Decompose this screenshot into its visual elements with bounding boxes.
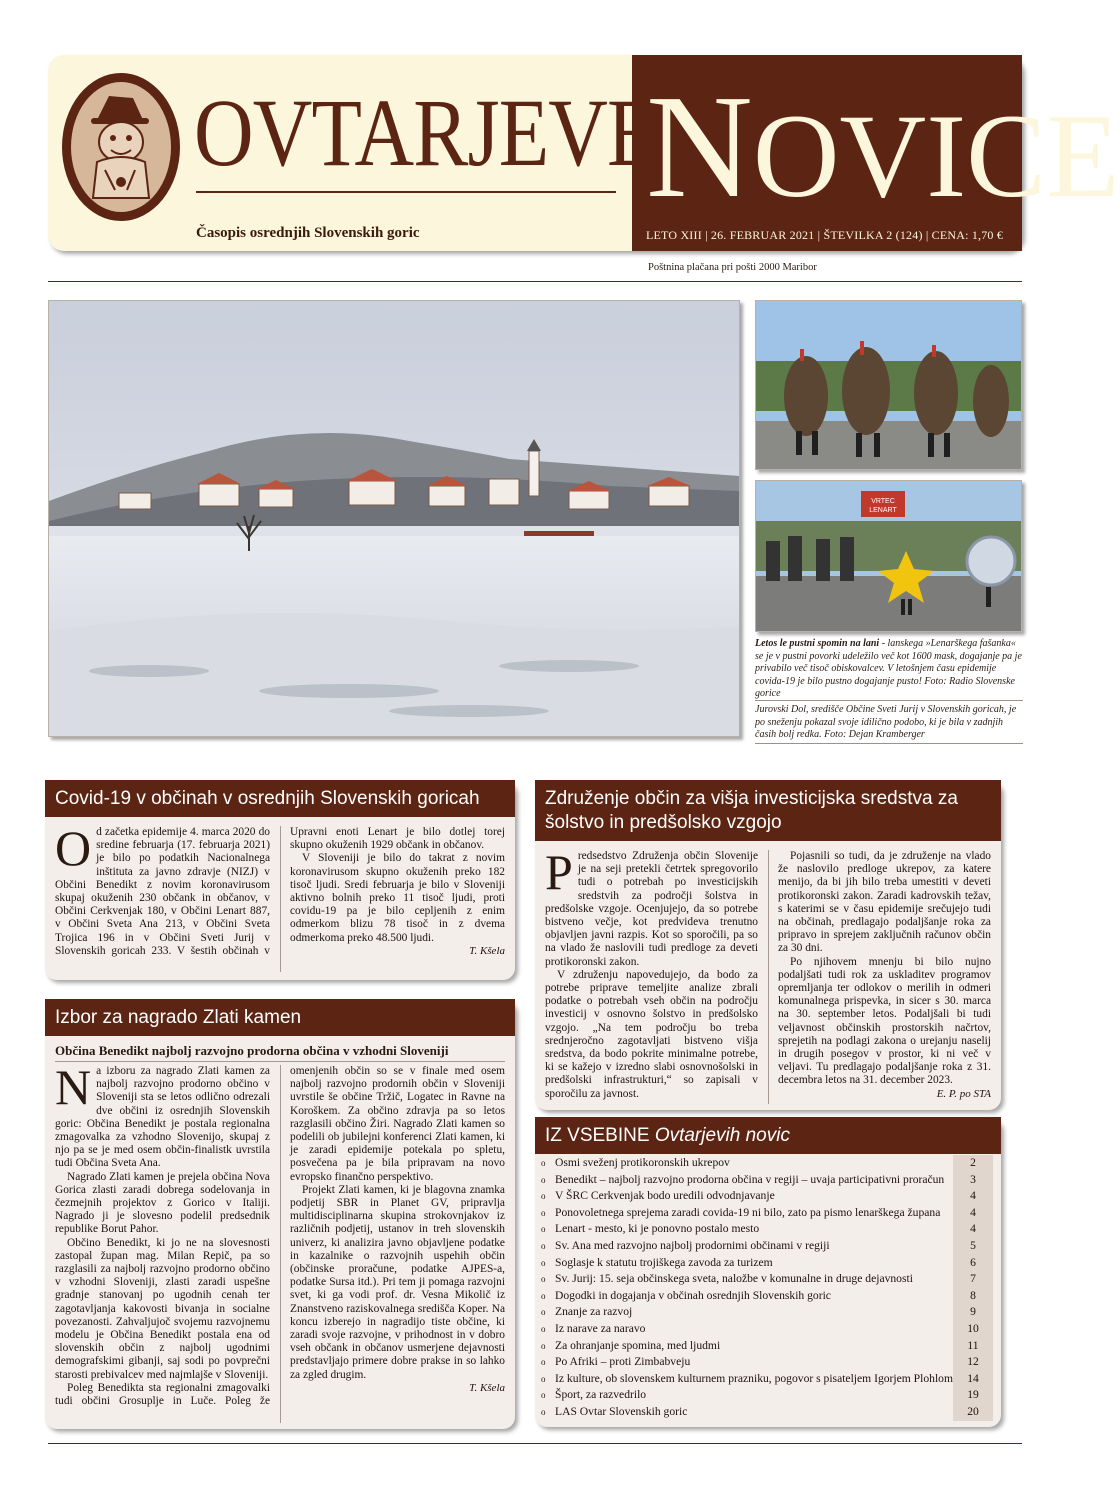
paragraph-text: a izboru za nagrado Zlati kamen za najbolj razvojno prodorno občino v Sloveniji sta se letos odlično odrezali dve občini iz osrednjih Slovenskih goric: Občina Benedikt je postala regionalna zmagovalka za vzhodno Slovenijo, skupaj z njo pa se je med osem občin-finalistk uvrstila tudi Občina Sveta Ana. (55, 1065, 270, 1170)
article-author: T. Kšela (469, 944, 505, 957)
article-covid (45, 780, 515, 980)
toc-item-page: 8 (953, 1288, 993, 1305)
header-divider (48, 281, 1022, 282)
toc-item[interactable] (541, 1288, 993, 1305)
kurent-parade-photo (755, 300, 1022, 470)
article-body (55, 1059, 505, 1423)
toc-item-title: Sv. Jurij: 15. seja občinskega sveta, naložbe v komunalne in druge dejavnosti (555, 1272, 913, 1286)
toc-item[interactable] (541, 1354, 993, 1371)
toc-item[interactable] (541, 1387, 993, 1404)
toc-item-page: 2 (953, 1155, 993, 1172)
article-body (545, 844, 991, 1104)
toc-item-title: Benedikt – najbolj razvojno prodorna občina v regiji – uvaja participativni proračun (555, 1172, 945, 1186)
bullet-icon: o (541, 1240, 546, 1251)
toc-item[interactable] (541, 1338, 993, 1355)
article-paragraph: Projekt Zlati kamen, ki je blagovna znamka podjetij SBR in Planet GV, pripravlja multidisciplinarna skupina strokovnjakov iz različnih podjetij, ustanov in treh slovenskih univerz, ki analizira javno objavljene podatke in kazalnike o razvojnih uspehih občin (občinske proračune, podatke AJPES-a, podatke Sursa itd.). Pri tem ji pomaga razvojni svet, ki ga vodi prof. dr. Vesna Mikolič iz Znanstveno raziskovalnega središča Koper. Na koncu izberejo in nagradijo tiste občine, ki zaradi svoje razvojne, v prihodnost in v dobro vseh občank in občanov usmerjene dejavnosti predstavljajo primere dobre prakse in so lahko za zgled drugim. (290, 1183, 505, 1381)
bullet-icon: o (541, 1390, 546, 1401)
masthead-rule (196, 191, 616, 193)
article-paragraph: Poleg Benedikta sta regionalni zmagovalki tudi občini Grosuplje in Luče. Poleg že omenjenih občin so se v finale med osem najbolj razvojno prodornih občin v Sloveniji uvrstile še občine Tržič, Logatec in Ravne na Koroškem. Za občino zdravja pa so letos razglasili občino Žiri. Nagrado Zlati kamen so podelili ob jubilejni konferenci Zlati kamen, ki je zaradi epidemije potekala po spletu, posvečena pa je bila pripravam na novo evropsko finančno perspektivo. (55, 1065, 505, 1408)
toc-item[interactable] (541, 1404, 993, 1421)
bullet-icon: o (541, 1290, 546, 1301)
carnival-procession-photo (755, 480, 1022, 632)
bullet-icon: o (541, 1340, 546, 1351)
article-zlati-kamen (45, 999, 515, 1429)
bullet-icon: o (541, 1323, 546, 1334)
toc-item-title: Sv. Ana med razvojno najbolj prodornimi občinami v regiji (555, 1238, 830, 1252)
masthead-title-right (646, 65, 1120, 229)
bullet-icon: o (541, 1307, 546, 1318)
winter-village-photo (48, 300, 740, 737)
toc-item-title: Soglasje k statutu trojiškega zavoda za turizem (555, 1255, 773, 1269)
article-zdruzenje (535, 780, 1001, 1110)
bullet-icon: o (541, 1158, 546, 1168)
drop-cap: N (55, 1059, 92, 1115)
drop-cap: P (545, 844, 573, 900)
toc-item[interactable] (541, 1371, 993, 1388)
toc-item[interactable] (541, 1188, 993, 1205)
toc-item-title: Dogodki in dogajanja v občinah osrednjih Slovenskih goric (555, 1288, 831, 1302)
article-paragraph: V Sloveniji je bilo do takrat z novim koronavirusom skupno okuženih preko 182 tisoč ljudi. Sredi februarja je bilo v Sloveniji aktivno bolnih preko 11 tisoč ljudi, proti covidu-19 pa je bilo cepljenih z enim odmerkom blizu 78 tisoč in z dvema odmerkoma preko 48.500 ljudi. (290, 852, 505, 944)
toc-item[interactable] (541, 1321, 993, 1338)
caption-divider (755, 743, 1023, 744)
toc-item-page: 4 (953, 1188, 993, 1205)
ovtar-logo-icon (62, 73, 180, 221)
bullet-icon: o (541, 1207, 546, 1218)
caption-text: - lanskega »Lenarškega fašanka« se je v pustni povorki udeležilo več kot 1600 mask, dogajanje pa je privabilo več tisoč obiskovalcev. V letošnjem času epidemije covida-19 je bilo pustno dogajanje pusto! Foto: Radio Slovenske gorice (755, 638, 1022, 699)
article-paragraph: Po njihovem mnenju bi bilo nujno podaljšati tudi rok za uskladitev programov opremljanja ter odlokov o merilih in odmeri komunalnega prispevka, in sicer s 30. marca na 30. september letos. Podaljšali bi tudi veljavnost občinskih prostorskih načrtov, sprejetih na podlagi zakona o urejanju naselij in drugih posegov v prostor, ki ni več v veljavi. Tu predlagajo podaljšanje roka z 31. decembra letos na 31. december 2023. (778, 955, 991, 1087)
toc-item-page: 10 (953, 1321, 993, 1338)
toc-item-page: 4 (953, 1221, 993, 1238)
footer-divider (48, 1443, 1022, 1444)
paragraph-text: redsedstvo Združenja občin Slovenije je na seji pretekli četrtek spregovorilo tudi o potrebah po investicijskih sredstvih za področji šolstva in predšolske vzgoje. Ocenjujejo, da so potrebe bistveno večje, kot predvideva trenutno objavljen javni razpis. Kot so sporočili, pa so na vlado že naslovili tudi predloge za deveti protikoronski zakon. (545, 850, 758, 968)
bullet-icon: o (541, 1357, 546, 1368)
toc-item-page: 14 (953, 1371, 993, 1388)
article-author: E. P. po STA (936, 1087, 991, 1100)
article-title: Covid-19 v občinah v osrednjih Slovenskih goricah (45, 780, 515, 817)
toc-item-title: Znanje za razvoj (555, 1305, 633, 1319)
photo-caption-village: Jurovski Dol, središče Občine Sveti Jurij v Slovenskih goricah, je po sneženju pokazal svoje idilično podobo, ki je bila v zadnjih časih bolj redka. Foto: Dejan Kramberger (755, 704, 1017, 740)
article-paragraph (545, 844, 758, 969)
toc-item-title: LAS Ovtar Slovenskih goric (555, 1404, 688, 1418)
bullet-icon: o (541, 1257, 546, 1268)
caption-lead: Letos le pustni spomin na lani (755, 638, 880, 649)
toc-item-page: 11 (953, 1338, 993, 1355)
toc-item-title: Lenart - mesto, ki je ponovno postalo mesto (555, 1222, 760, 1236)
toc-item-page: 4 (953, 1205, 993, 1222)
toc-item[interactable] (541, 1255, 993, 1272)
bullet-icon: o (541, 1224, 546, 1235)
toc-item-title: Po Afriki – proti Zimbabveju (555, 1355, 691, 1369)
toc-item-title: Ponovoletnega sprejema zaradi covida-19 ni bilo, zato pa pismo lenarškega župana (555, 1205, 941, 1219)
paragraph-text: d začetka epidemije 4. marca 2020 do sredine februarja (17. februarja 2021) je bilo po podatkih Nacionalnega inštituta za javno zdravje (NIZJ) v Občini Benedikt z novim koronavirusom skupaj okuženih 230 občank in občanov, v Občini Cerkvenjak 180, v Občini Lenart 887, v Občini Sveta Ana 213, v Občini Sveta Trojica 196 in v Občini Sveti Jurij v Slovenskih goricah 233. V šestih občinah v Upravni enoti Lenart je bilo dotlej torej skupno okuženih 1929 občank in občanov. (55, 826, 505, 957)
vrtec-sign-text: VRTEC (871, 498, 895, 505)
issue-info: LETO XIII | 26. FEBRUAR 2021 | ŠTEVILKA 2 (124) | CENA: 1,70 € (646, 228, 1004, 242)
article-title: Izbor za nagrado Zlati kamen (45, 999, 515, 1036)
masthead (48, 55, 1120, 251)
toc-item-title: Šport, za razvedrilo (555, 1388, 647, 1402)
article-kicker: Občina Benedikt najbolj razvojno prodorna občina v vzhodni Sloveniji (55, 1043, 505, 1062)
masthead-title-rest: OVICE (752, 89, 1120, 222)
masthead-title-left: OVTARJEVE (194, 79, 657, 186)
toc-item[interactable] (541, 1155, 993, 1172)
postage-note: Poštnina plačana pri pošti 2000 Maribor (648, 262, 817, 273)
toc-item-title: Iz kulture, ob slovenskem kulturnem prazniku, pogovor s pisateljem Igorjem Plohlom (555, 1371, 953, 1385)
article-paragraph: Pojasnili so tudi, da je združenje na vlado že naslovilo predloge ukrepov, za katere menijo, da bi jih bilo treba umestiti v deveti protikoronski zakon. Zaradi kadrovskih težav, s katerimi se v času epidemije srečujejo tudi na občinah, predlagajo podaljšanje roka za pripravo in sprejem zaključnih računov občin za 30 dni. (778, 850, 991, 955)
bullet-icon: o (541, 1406, 546, 1417)
toc-item[interactable] (541, 1205, 993, 1222)
masthead-title-initial: N (646, 65, 753, 229)
toc-item-page: 3 (953, 1172, 993, 1189)
toc-item-title: Iz narave za naravo (555, 1321, 646, 1335)
toc-item[interactable] (541, 1172, 993, 1189)
toc-item-page: 12 (953, 1354, 993, 1371)
toc-title-em: Ovtarjevih novic (654, 1125, 790, 1146)
toc-item-title: Za ohranjanje spomina, med ljudmi (555, 1338, 721, 1352)
toc-item-page: 5 (953, 1238, 993, 1255)
toc-title (535, 1117, 1001, 1154)
bullet-icon: o (541, 1191, 546, 1202)
article-body (55, 820, 505, 972)
toc-item-page: 7 (953, 1271, 993, 1288)
bullet-icon: o (541, 1174, 546, 1185)
article-paragraph: Nagrado Zlati kamen je prejela občina Nova Gorica zlasti zaradi dobrega sodelovanja in čezmejnih projektov z Gorico v Italiji. Nagrado ji je slovesno podelil predsednik republike Borut Pahor. (55, 1170, 270, 1236)
toc-item[interactable] (541, 1221, 993, 1238)
article-paragraph: V združenju napovedujejo, da bodo za potrebe priprave temeljite analize zbrali podatke o potrebah vseh občin na področju investicij v osnovno šolstvo in predšolsko vzgojo. „Na tem področju bo treba srednjeročno zagotavljati bistveno višja sredstva, da bodo pokrite minimalne potrebe, ki se kažejo v izredno slabi osnovnošolski in predšolski infrastrukturi,“ so zapisali v sporočilu za javnost. (545, 968, 758, 1100)
toc-item-page: 20 (953, 1404, 993, 1421)
masthead-subtitle: Časopis osrednjih Slovenskih goric (196, 225, 420, 241)
article-paragraph (55, 1059, 270, 1171)
bullet-icon: o (541, 1373, 546, 1384)
article-title: Združenje občin za višja investicijska sredstva za šolstvo in predšolsko vzgojo (535, 780, 1001, 841)
article-paragraph: Občino Benedikt, ki jo ne na slovesnosti zastopal župan mag. Milan Repič, pa so razglasili za najbolj razvojno prodorno občino v vzhodni Sloveniji, zlasti zaradi uspešne gradnje stanovanj po ugodnih cenah ter zagotavljanja kakovosti bivanja in socialne povezanosti. Zahvaljujoč svojemu razvojnemu modelu je Občina Benedikt postala ena od slovenskih občin z najbolj ugodnimi demografskimi gibanji, saj sodi po povprečni starosti prebivalcev med najmlajše v Sloveniji. (55, 1236, 270, 1381)
toc-item[interactable] (541, 1238, 993, 1255)
toc-item-page: 9 (953, 1304, 993, 1321)
toc-item[interactable] (541, 1271, 993, 1288)
article-author: T. Kšela (469, 1381, 505, 1394)
lenart-sign-text: LENART (869, 507, 897, 514)
table-of-contents (535, 1117, 1001, 1427)
toc-item-page: 19 (953, 1387, 993, 1404)
toc-item[interactable] (541, 1304, 993, 1321)
photo-caption-carnival (755, 638, 1023, 701)
toc-title-main: IZ VSEBINE (545, 1125, 650, 1146)
bullet-icon: o (541, 1274, 546, 1285)
drop-cap: O (55, 820, 92, 876)
toc-list (541, 1155, 993, 1421)
caption-divider (755, 700, 1023, 701)
toc-item-title: Osmi sveženj protikoronskih ukrepov (555, 1156, 730, 1169)
toc-item-page: 6 (953, 1255, 993, 1272)
toc-item-title: V ŠRC Cerkvenjak bodo uredili odvodnjavanje (555, 1189, 775, 1203)
